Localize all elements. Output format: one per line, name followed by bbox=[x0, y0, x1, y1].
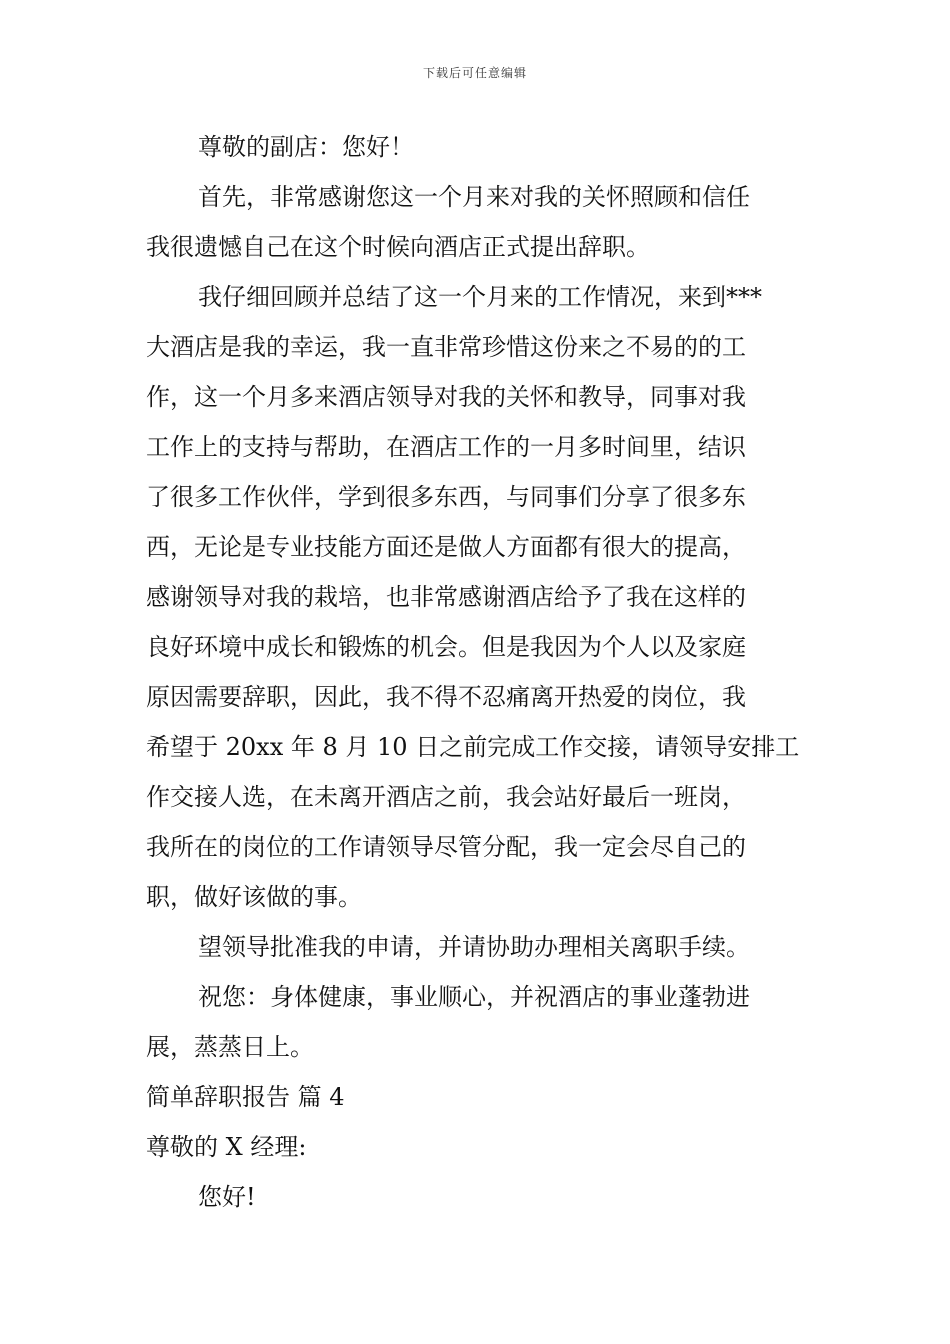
paragraph-line: 祝您：身体健康，事业顺心，并祝酒店的事业蓬勃进 bbox=[198, 983, 750, 1011]
paragraph-line: 了很多工作伙伴，学到很多东西，与同事们分享了很多东 bbox=[146, 483, 746, 511]
paragraph-line: 我仔细回顾并总结了这一个月来的工作情况，来到*** bbox=[198, 283, 762, 311]
paragraph-4 bbox=[146, 972, 808, 1022]
paragraph-3: 望领导批准我的申请，并请协助办理相关离职手续。 bbox=[198, 933, 750, 961]
paragraph-line: 感谢领导对我的栽培，也非常感谢酒店给予了我在这样的 bbox=[146, 583, 746, 611]
paragraph-line: 良好环境中成长和锻炼的机会。但是我因为个人以及家庭 bbox=[146, 633, 746, 661]
section-title: 简单辞职报告 篇 4 bbox=[146, 1083, 345, 1111]
paragraph-line: 作，这一个月多来酒店领导对我的关怀和教导，同事对我 bbox=[146, 383, 746, 411]
download-note: 下载后可任意编辑 bbox=[422, 66, 527, 80]
paragraph-1 bbox=[146, 172, 808, 222]
paragraph-line: 展，蒸蒸日上。 bbox=[146, 1033, 314, 1061]
paragraph-line: 工作上的支持与帮助，在酒店工作的一月多时间里，结识 bbox=[146, 433, 746, 461]
paragraph-4-cont bbox=[146, 1022, 808, 1072]
greeting-2: 您好! bbox=[198, 1183, 256, 1211]
paragraph-line: 大酒店是我的幸运，我一直非常珍惜这份来之不易的的工 bbox=[146, 333, 746, 361]
paragraph-line: 希望于 20xx 年 8 月 10 日之前完成工作交接，请领导安排工 bbox=[146, 733, 800, 761]
greeting-line: 尊敬的副店：您好！ bbox=[198, 133, 414, 161]
paragraph-line: 作交接人选，在未离开酒店之前，我会站好最后一班岗， bbox=[146, 783, 746, 811]
paragraph-1-cont bbox=[146, 222, 808, 272]
paragraph-line: 首先，非常感谢您这一个月来对我的关怀照顾和信任 bbox=[198, 183, 750, 211]
paragraph-line: 原因需要辞职，因此，我不得不忍痛离开热爱的岗位，我 bbox=[146, 683, 746, 711]
salutation: 尊敬的 X 经理: bbox=[146, 1133, 307, 1161]
paragraph-line: 我很遗憾自己在这个时候向酒店正式提出辞职。 bbox=[146, 233, 650, 261]
paragraph-line: 西，无论是专业技能方面还是做人方面都有很大的提高， bbox=[146, 533, 746, 561]
letter-body bbox=[146, 122, 808, 1222]
paragraph-2 bbox=[146, 272, 808, 322]
paragraph-2-cont bbox=[146, 322, 808, 922]
paragraph-line: 职，做好该做的事。 bbox=[146, 883, 362, 911]
paragraph-line: 我所在的岗位的工作请领导尽管分配，我一定会尽自己的 bbox=[146, 833, 746, 861]
